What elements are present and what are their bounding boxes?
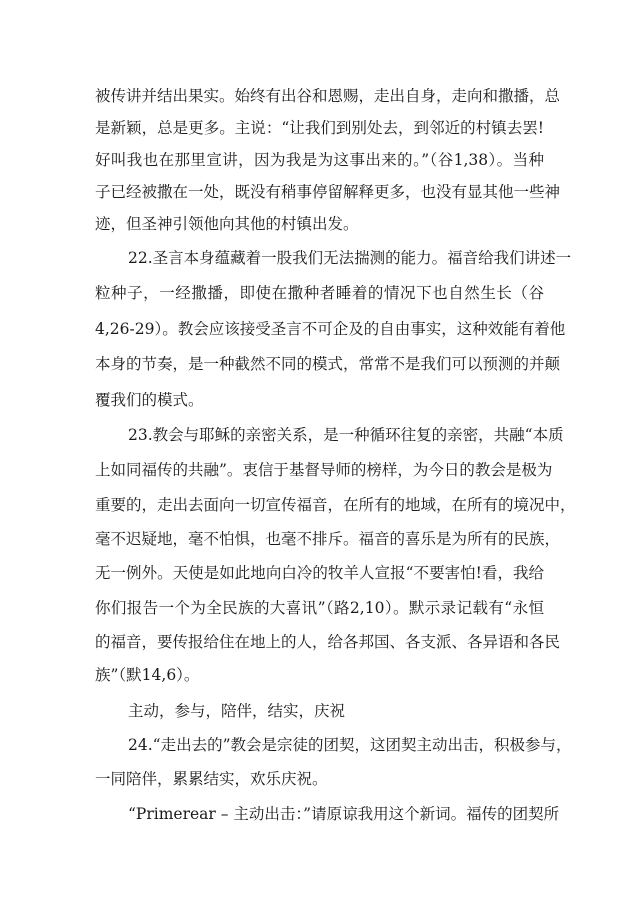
text-line: 一同陪伴，累累结实，欢乐庆祝。 [95, 770, 328, 788]
text-line: 覆我们的模式。 [95, 391, 204, 409]
text-line: 毫不迟疑地，毫不怕惧，也毫不排斥。福音的喜乐是为所有的民族， [95, 530, 561, 548]
text-line: 重要的，走出去面向一切宣传福音，在所有的地域，在所有的境况中， [95, 496, 576, 514]
paragraph-primerear-first-line: “Primerear – 主动出击：”请原谅我用这个新词。福传的团契所 [128, 805, 560, 823]
text-line: 子已经被撒在一处，既没有稍事停留解释更多，也没有显其他一些神 [95, 183, 561, 201]
text-line: 是新颖，总是更多。主说：“让我们到别处去，到邻近的村镇去罢! [95, 119, 544, 137]
text-line: 族”（默14,6）。 [95, 666, 200, 684]
text-line: 上如同福传的共融”。衷信于基督导师的榜样，为今日的教会是极为 [95, 461, 553, 479]
paragraph-23-first-line: 23.教会与耶稣的亲密关系，是一种循环往复的亲密，共融“本质 [128, 426, 564, 444]
text-line: 无一例外。天使是如此地向白冷的牧羊人宣报“不要害怕!看，我给 [95, 564, 544, 582]
text-line: 你们报告一个为全民族的大喜讯”（路2,10）。默示录记载有“永恒 [95, 599, 544, 617]
paragraph-24-first-line: 24.“走出去的”教会是宗徒的团契，这团契主动出击，积极参与， [128, 736, 572, 754]
text-line: 迹，但圣神引领他向其他的村镇出发。 [95, 215, 359, 233]
paragraph-22-first-line: 22.圣言本身蕴藏着一股我们无法揣测的能力。福音给我们讲述一 [128, 249, 572, 267]
text-line: 的福音，要传报给住在地上的人，给各邦国、各支派、各异语和各民 [95, 633, 561, 651]
text-line: 4,26-29）。教会应该接受圣言不可企及的自由事实，这种效能有着他 [95, 320, 566, 338]
text-line: 粒种子，一经撒播，即使在撒种者睡着的情况下也自然生长（谷 [95, 284, 544, 302]
text-line: 本身的节奏，是一种截然不同的模式，常常不是我们可以预测的并颠 [95, 355, 561, 373]
text-line: 好叫我也在那里宣讲，因为我是为这事出来的。”（谷1,38）。当种 [95, 151, 544, 169]
text-line: 被传讲并结出果实。始终有出谷和恩赐，走出自身，走向和撒播，总 [95, 87, 561, 105]
section-heading: 主动，参与，陪伴，结实，庆祝 [128, 702, 346, 720]
